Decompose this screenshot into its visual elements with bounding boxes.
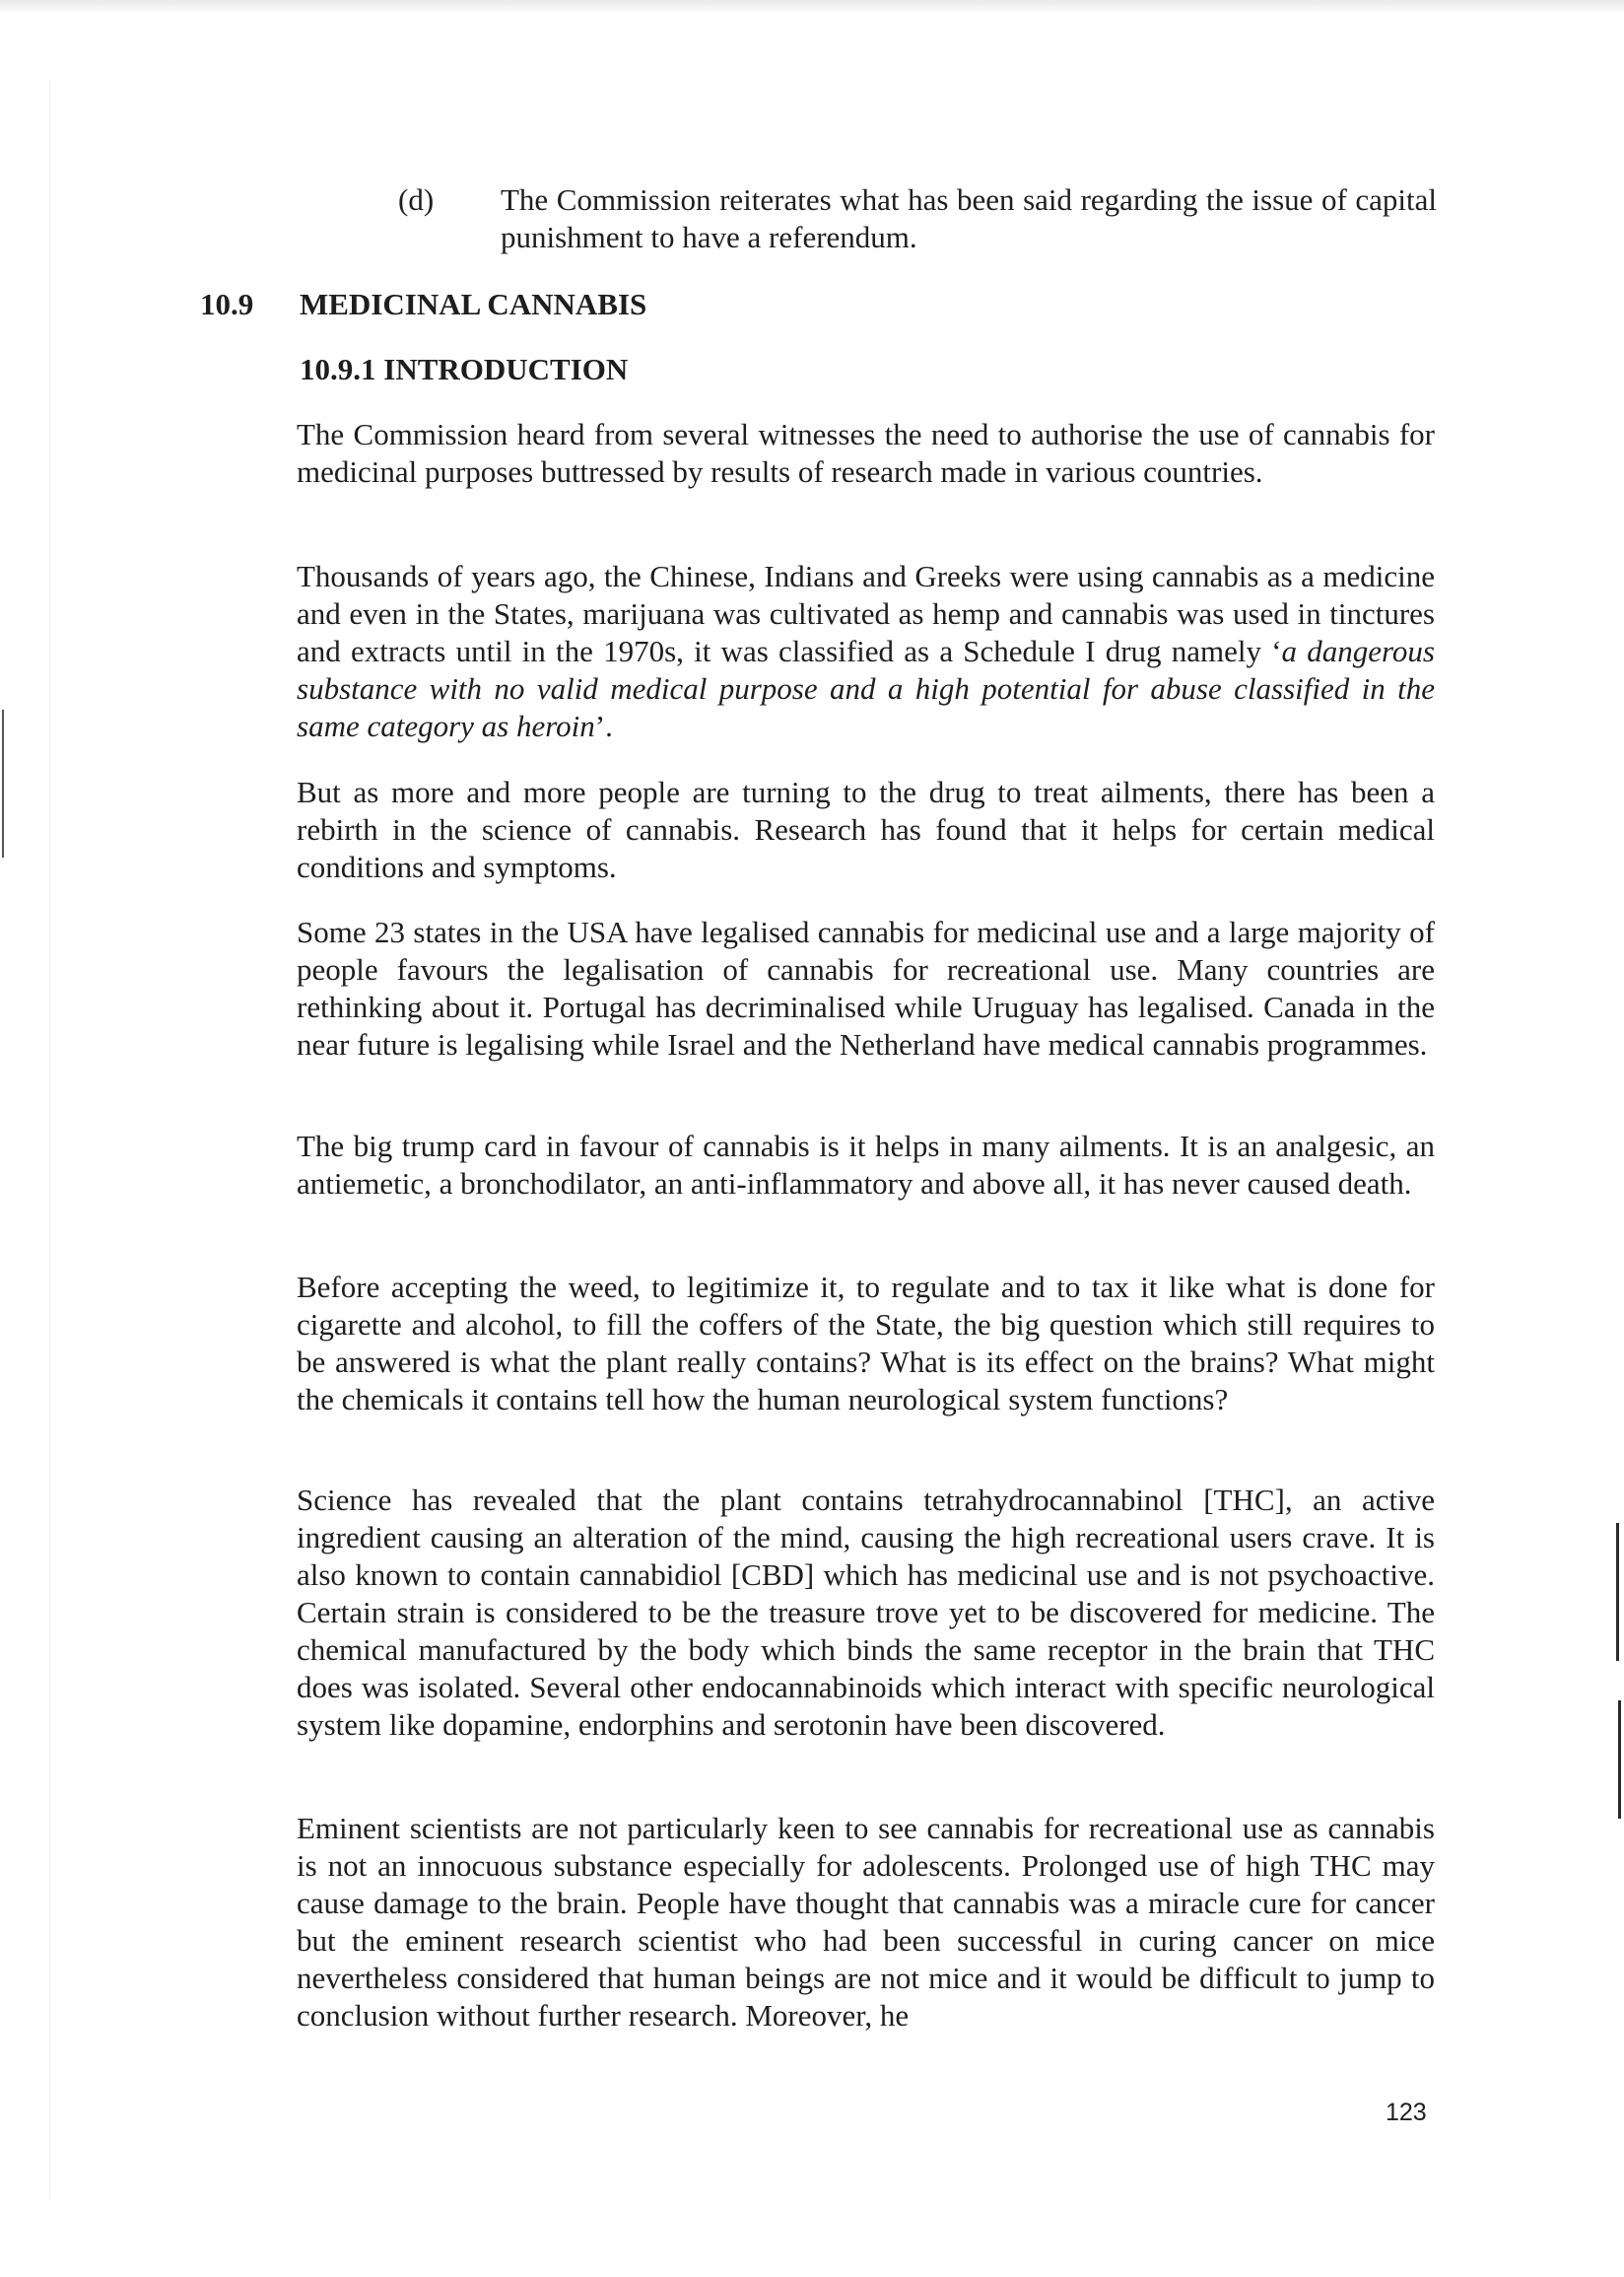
scan-edge-top [0, 0, 1624, 14]
paragraph-2-text: Thousands of years ago, the Chinese, Indians and Greeks were using cannabis as a medicine and even in the States, marijuana was cultivated as hemp and cannabis was used in tinctures and extracts until in the 1970s, it was classified as a Schedule I drug namely ‘ [297, 559, 1435, 668]
list-item-marker: (d) [398, 182, 435, 217]
paragraph-7: Science has revealed that the plant contains tetrahydrocannabinol [THC], an active ingredient causing an alteration of the mind, causing the high recreational users crave. It is also known to contain cannabidiol [CBD] which has medicinal use and is not psychoactive. Certain strain is considered to be the treasure trove yet to be discovered for medicine. The chemical manufactured by the body which binds the same receptor in the brain that THC does was isolated. Several other endocannabinoids which interact with specific neurological system like dopamine, endorphins and serotonin have been discovered. [297, 1483, 1435, 1742]
scan-margin-line [49, 79, 50, 2198]
paragraph-2-close: ’. [594, 709, 613, 743]
subsection-title: 10.9.1 INTRODUCTION [300, 352, 629, 386]
paragraph-4: Some 23 states in the USA have legalised cannabis for medicinal use and a large majority of people favours the legalisation of cannabis for recreational use. Many countries are rethinking about it. Portugal has decriminalised while Uruguay has legalised. Canada in the near future is legalising while Israel and the Netherland have medical cannabis programmes. [297, 915, 1435, 1062]
scan-mark-right-2 [1618, 1700, 1621, 1819]
section-number: 10.9 [200, 287, 254, 321]
section-title: MEDICINAL CANNABIS [300, 287, 647, 321]
scan-mark-left [2, 710, 4, 858]
paragraph-8: Eminent scientists are not particularly keen to see cannabis for recreational use as cannabis is not an innocuous substance especially for adolescents. Prolonged use of high THC may cause damage to the brain. People have thought that cannabis was a miracle cure for cancer but the eminent research scientist who had been successful in curing cancer on mice nevertheless considered that human beings are not mice and it would be difficult to jump to conclusion without further research. Moreover, he [297, 1811, 1435, 2033]
paragraph-3: But as more and more people are turning to the drug to treat ailments, there has been a rebirth in the science of cannabis. Research has found that it helps for certain medical conditions and symptoms. [297, 775, 1435, 884]
paragraph-2-quote: a dangerous substance with no valid medical purpose and a high potential for abuse classified in the same category as heroin [297, 634, 1435, 743]
paragraph-6: Before accepting the weed, to legitimize it, to regulate and to tax it like what is done for cigarette and alcohol, to fill the coffers of the State, the big question which still requires to be answered is what the plant really contains? What is its effect on the brains? What might the chemicals it contains tell how the human neurological system functions? [297, 1270, 1435, 1416]
scan-mark-right-1 [1616, 1523, 1619, 1661]
paragraph-1: The Commission heard from several witnesses the need to authorise the use of cannabis for medicinal purposes buttressed by results of research made in various countries. [297, 417, 1435, 489]
page-number: 123 [1386, 2099, 1427, 2126]
paragraph-2 [297, 558, 1435, 745]
list-item-text: The Commission reiterates what has been said regarding the issue of capital punishment to have a referendum. [501, 182, 1437, 254]
paragraph-5: The big trump card in favour of cannabis is it helps in many ailments. It is an analgesic, an antiemetic, a bronchodilator, an anti-inflammatory and above all, it has never caused death. [297, 1129, 1435, 1201]
